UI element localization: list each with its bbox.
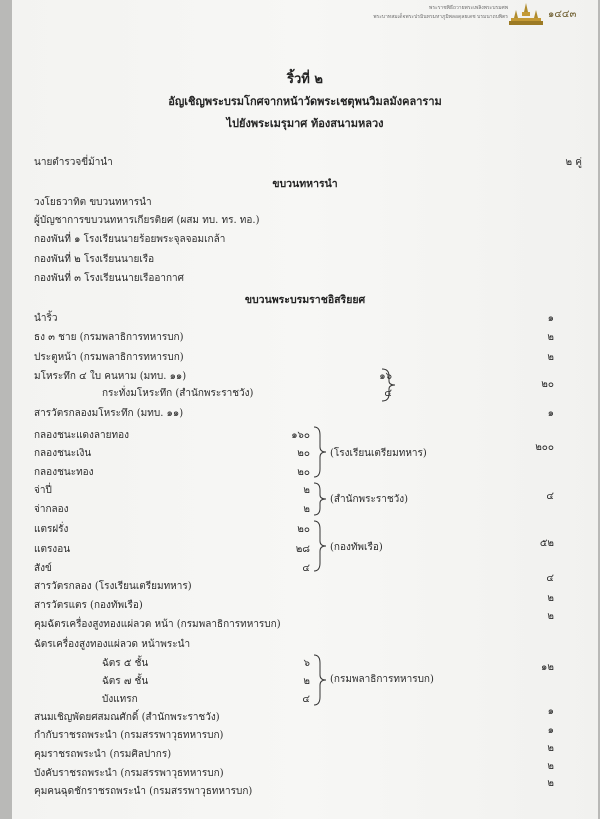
header-line-1: พระราชพิธีถวายพระเพลิงพระบรมศพ bbox=[429, 5, 508, 11]
row-label: สารวัตรกลอง (โรงเรียนเตรียมทหาร) bbox=[34, 581, 192, 592]
row-subcount: ๖ bbox=[303, 658, 310, 669]
list-item: กองพันที่ ๓ โรงเรียนนายเรืออากาศ bbox=[34, 273, 185, 284]
group-total: ๒๐ bbox=[541, 379, 554, 390]
row-subcount: ๑๖๐ bbox=[291, 430, 310, 441]
row-subcount: ๔ bbox=[302, 694, 310, 705]
group-note: (สำนักพระราชวัง) bbox=[330, 494, 409, 505]
group-note: (กองทัพเรือ) bbox=[330, 542, 383, 553]
row-subcount: ๒๐ bbox=[297, 448, 310, 459]
row-subcount: ๒ bbox=[303, 676, 310, 687]
page-title: ริ้วที่ ๒ bbox=[287, 72, 323, 87]
list-item: กองพันที่ ๒ โรงเรียนนายเรือ bbox=[34, 254, 155, 265]
row-label: บังแทรก bbox=[102, 694, 138, 705]
list-item: กองพันที่ ๑ โรงเรียนนายร้อยพระจุลจอมเกล้า bbox=[34, 234, 226, 245]
row-total: ๒ bbox=[547, 352, 554, 363]
group-note: (โรงเรียนเตรียมทหาร) bbox=[330, 448, 427, 459]
royal-emblem-icon bbox=[508, 2, 544, 28]
lead-count: ๒ คู่ bbox=[565, 157, 582, 168]
row-total: ๒ bbox=[547, 611, 554, 622]
row-subcount: ๒๐ bbox=[297, 524, 310, 535]
document-page bbox=[12, 0, 598, 819]
row-total: ๑ bbox=[547, 313, 554, 324]
row-label: กระทั่งมโหระทึก (สำนักพระราชวัง) bbox=[102, 388, 254, 399]
row-subcount: ๒ bbox=[303, 485, 310, 496]
row-label: จ่าปี่ bbox=[34, 485, 52, 496]
row-total: ๑ bbox=[547, 408, 554, 419]
row-label: กลองชนะเงิน bbox=[34, 448, 92, 459]
page-number: ๑๔๔๓ bbox=[548, 9, 577, 20]
header-line-2: พระบาทสมเด็จพระปรมินทรมหาภูมิพลอดุลยเดช บรมนาถบพิตร bbox=[373, 14, 508, 20]
row-total: ๒ bbox=[547, 761, 554, 772]
group-brace bbox=[312, 482, 328, 516]
row-label: คุมคนฉุดชักราชรถพระนำ (กรมสรรพาวุธทหารบก) bbox=[34, 786, 253, 797]
row-label: ธง ๓ ชาย (กรมพลาธิการทหารบก) bbox=[34, 332, 184, 343]
row-subcount: ๔ bbox=[302, 563, 310, 574]
group-total: ๔ bbox=[546, 491, 554, 502]
row-total: ๒ bbox=[547, 332, 554, 343]
lead-label: นายตำรวจขี่ม้านำ bbox=[34, 157, 113, 168]
row-label: ฉัตร ๗ ชั้น bbox=[102, 676, 149, 687]
row-label: สังข์ bbox=[34, 563, 52, 574]
row-subcount: ๒ bbox=[303, 504, 310, 515]
section-heading-military: ขบวนทหารนำ bbox=[272, 178, 338, 190]
section-heading-royal-insignia: ขบวนพระบรมราชอิสริยยศ bbox=[244, 294, 366, 306]
group-total: ๕๒ bbox=[539, 538, 554, 549]
row-label: กลองชนะทอง bbox=[34, 467, 94, 478]
row-label: แตรงอน bbox=[34, 544, 71, 555]
row-label: ฉัตร ๕ ชั้น bbox=[102, 658, 149, 669]
row-label: สนมเชิญพัดยศสมณศักดิ์ (สำนักพระราชวัง) bbox=[34, 712, 220, 723]
row-total: ๑ bbox=[547, 725, 554, 736]
row-total: ๒ bbox=[547, 743, 554, 754]
row-label: สารวัตรแตร (กองทัพเรือ) bbox=[34, 600, 143, 611]
running-header bbox=[373, 4, 508, 22]
group-total: ๒๐๐ bbox=[535, 442, 554, 453]
row-subcount: ๔ bbox=[384, 388, 392, 399]
row-label: กลองชนะแดงลายทอง bbox=[34, 430, 129, 441]
subtitle-line-2: ไปยังพระเมรุมาศ ท้องสนามหลวง bbox=[226, 117, 384, 130]
subtitle-line-1: อัญเชิญพระบรมโกศจากหน้าวัดพระเชตุพนวิมลมังคลาราม bbox=[168, 95, 442, 108]
row-subcount: ๒๐ bbox=[297, 467, 310, 478]
row-label: ฉัตรเครื่องสูงทองแผ่ลวด หน้าพระนำ bbox=[34, 639, 191, 650]
row-label: มโหระทึก ๔ ใบ คนหาม (มทบ. ๑๑) bbox=[34, 371, 187, 382]
group-total: ๑๒ bbox=[541, 662, 554, 673]
row-subcount: ๒๘ bbox=[295, 544, 310, 555]
group-note: (กรมพลาธิการทหารบก) bbox=[330, 674, 434, 685]
list-item: วงโยธวาทิต ขบวนทหารนำ bbox=[34, 197, 152, 208]
list-item: ผู้บัญชาการขบวนทหารเกียรติยศ (ผสม ทบ. ทร. ทอ.) bbox=[34, 215, 260, 226]
row-label: บังคับราชรถพระนำ (กรมสรรพาวุธทหารบก) bbox=[34, 768, 224, 779]
row-label: สารวัตรกลองมโหระทึก (มทบ. ๑๑) bbox=[34, 408, 184, 419]
row-label: แตรฝรั่ง bbox=[34, 524, 69, 535]
row-label: นำริ้ว bbox=[34, 313, 58, 324]
row-total: ๔ bbox=[546, 573, 554, 584]
row-label: ประตูหน้า (กรมพลาธิการทหารบก) bbox=[34, 352, 184, 363]
row-total: ๒ bbox=[547, 778, 554, 789]
row-label: คุมราชรถพระนำ (กรมศิลปากร) bbox=[34, 749, 172, 760]
row-label: จ่ากลอง bbox=[34, 504, 69, 515]
row-total: ๒ bbox=[547, 593, 554, 604]
group-brace bbox=[312, 520, 328, 572]
group-brace bbox=[380, 368, 398, 402]
row-total: ๑ bbox=[547, 706, 554, 717]
group-brace bbox=[312, 654, 328, 706]
group-brace bbox=[312, 426, 328, 478]
row-label: คุมฉัตรเครื่องสูงทองแผ่ลวด หน้า (กรมพลาธิการทหารบก) bbox=[34, 619, 281, 630]
row-subcount: ๑๖ bbox=[379, 371, 392, 382]
row-label: กำกับราชรถพระนำ (กรมสรรพาวุธทหารบก) bbox=[34, 730, 224, 741]
